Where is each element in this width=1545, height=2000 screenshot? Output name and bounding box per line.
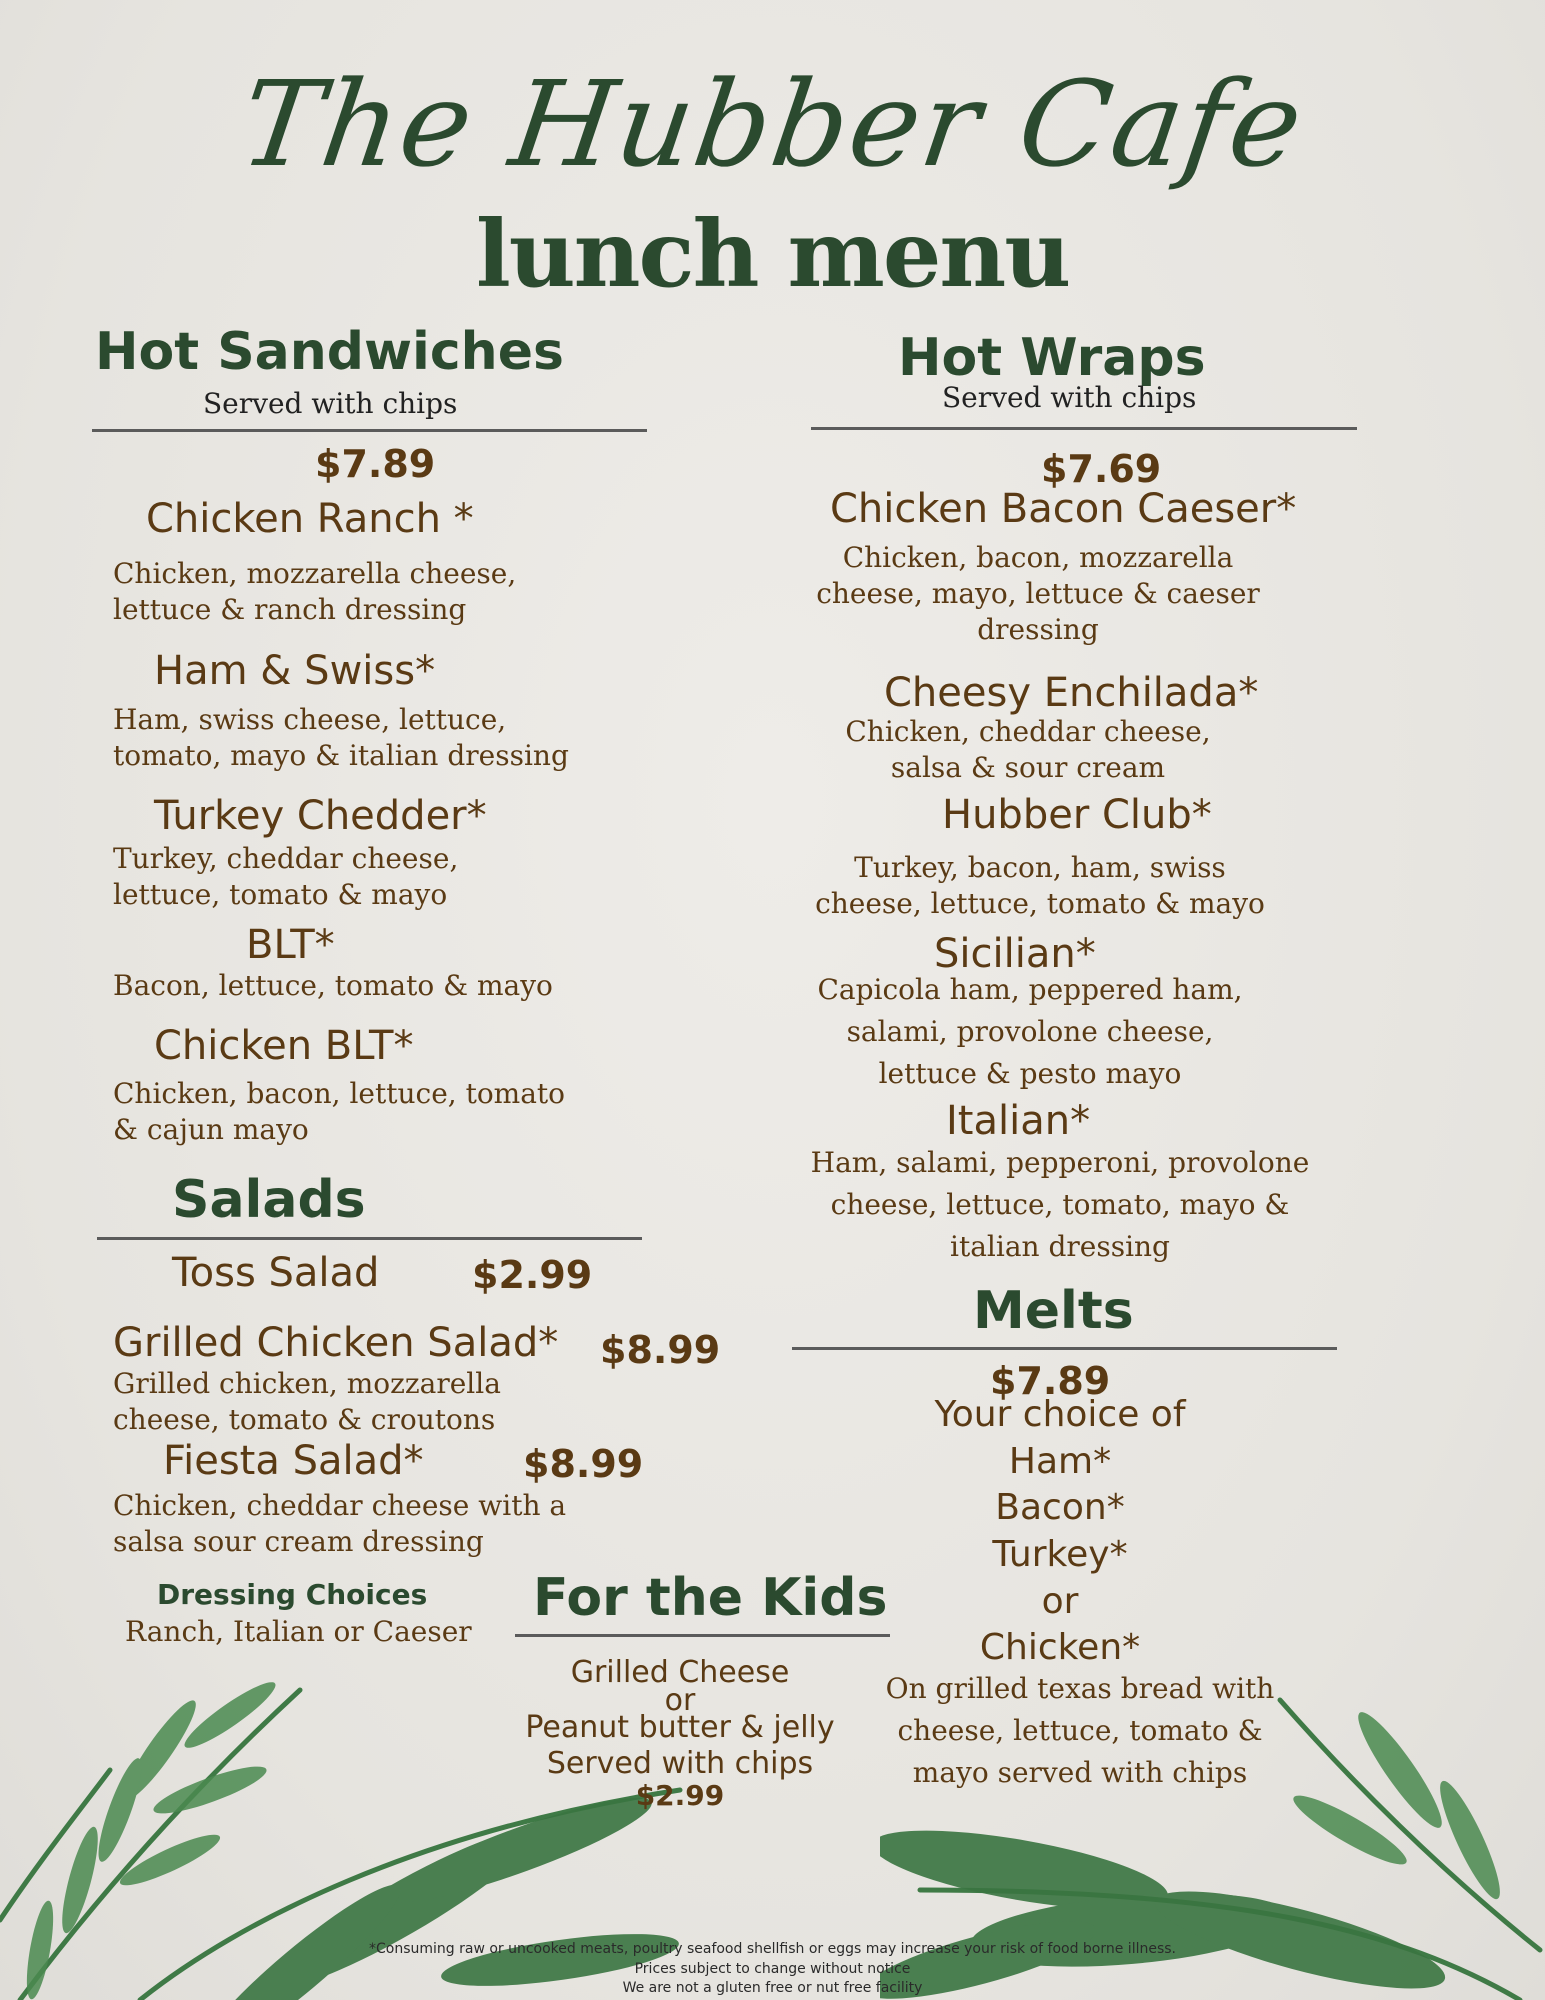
melts-choice: Turkey*	[992, 1534, 1128, 1575]
menu-item-name: Toss Salad	[172, 1250, 380, 1296]
kids-item: Grilled Cheese	[570, 1655, 790, 1690]
footer-allergen-note: We are not a gluten free or nut free facility	[622, 1980, 923, 1996]
melts-choice: Bacon*	[995, 1487, 1125, 1528]
menu-item-name: Italian*	[946, 1098, 1091, 1144]
footer-price-note: Prices subject to change without notice	[634, 1961, 911, 1977]
cafe-name: The Hubber Cafe	[232, 55, 1313, 193]
menu-item-name: Fiesta Salad*	[163, 1438, 424, 1484]
menu-item-name: Grilled Chicken Salad*	[113, 1320, 559, 1366]
menu-item-description: Turkey, bacon, ham, swiss cheese, lettuce, tomato & mayo	[815, 851, 1265, 920]
menu-item-description: Chicken, bacon, lettuce, tomato & cajun mayo	[113, 1077, 566, 1146]
hot-sandwiches-divider	[92, 429, 647, 432]
kids-heading: For the Kids	[533, 1568, 888, 1628]
hot-wraps-price: $7.69	[1041, 447, 1162, 491]
menu-item-description: Turkey, cheddar cheese, lettuce, tomato & mayo	[113, 842, 459, 911]
hot-sandwiches-subtitle: Served with chips	[203, 387, 458, 420]
menu-item-description: Grilled chicken, mozzarella cheese, tomato & croutons	[113, 1367, 501, 1436]
menu-item-name: Chicken Ranch *	[146, 496, 474, 542]
menu-item-name: Ham & Swiss*	[154, 648, 436, 694]
hot-wraps-divider	[811, 427, 1357, 430]
menu-item-name: Chicken BLT*	[154, 1023, 414, 1069]
melts-choice: Ham*	[1008, 1441, 1112, 1482]
hot-wraps-heading: Hot Wraps	[898, 328, 1206, 388]
footer-disclaimer: *Consuming raw or uncooked meats, poultry seafood shellfish or eggs may increase your risk of food borne illness.	[368, 1941, 1177, 1957]
menu-item-name: Turkey Chedder*	[154, 793, 487, 839]
kids-item: Peanut butter & jelly	[525, 1710, 835, 1745]
menu-item-description: Chicken, bacon, mozzarella cheese, mayo, lettuce & caeser dressing	[816, 541, 1260, 646]
hot-wraps-subtitle: Served with chips	[942, 381, 1197, 414]
kids-divider	[515, 1634, 890, 1637]
kids-price: $2.99	[635, 1779, 725, 1812]
menu-title: lunch menu	[475, 200, 1070, 308]
salads-heading: Salads	[172, 1170, 366, 1230]
menu-item-name: Chicken Bacon Caeser*	[830, 486, 1297, 532]
menu-item-name: BLT*	[246, 922, 335, 968]
melts-heading: Melts	[973, 1281, 1134, 1341]
menu-item-price: $2.99	[472, 1253, 593, 1297]
melts-divider	[792, 1347, 1337, 1350]
melts-choice: or	[1041, 1581, 1079, 1622]
salads-divider	[97, 1237, 642, 1240]
melts-description: On grilled texas bread with cheese, lettuce, tomato & mayo served with chips	[885, 1672, 1275, 1789]
kids-or: or	[664, 1683, 696, 1718]
menu-item-name: Cheesy Enchilada*	[884, 670, 1259, 716]
melts-choice: Chicken*	[979, 1627, 1141, 1668]
menu-item-price: $8.99	[523, 1442, 644, 1486]
melts-choice-label: Your choice of	[934, 1394, 1186, 1435]
hot-sandwiches-price: $7.89	[315, 442, 436, 486]
menu-item-name: Sicilian*	[934, 931, 1096, 977]
hot-sandwiches-heading: Hot Sandwiches	[95, 322, 564, 382]
dressing-choices-heading: Dressing Choices	[157, 1578, 428, 1611]
melts-price: $7.89	[990, 1359, 1111, 1403]
menu-item-description: Chicken, mozzarella cheese, lettuce & ranch dressing	[113, 557, 517, 626]
menu-item-description: Ham, salami, pepperoni, provolone cheese, lettuce, tomato, mayo & italian dressing	[810, 1146, 1310, 1263]
menu-item-price: $8.99	[600, 1328, 721, 1372]
menu-item-description: Capicola ham, peppered ham, salami, provolone cheese, lettuce & pesto mayo	[817, 973, 1243, 1090]
menu-item-description: Chicken, cheddar cheese with a salsa sour cream dressing	[113, 1489, 567, 1558]
menu-item-description: Chicken, cheddar cheese, salsa & sour cream	[845, 715, 1211, 784]
dressing-choices-text: Ranch, Italian or Caeser	[125, 1615, 472, 1648]
kids-served-note: Served with chips	[546, 1746, 814, 1781]
menu-item-name: Hubber Club*	[942, 792, 1212, 838]
menu-item-description: Ham, swiss cheese, lettuce, tomato, mayo & italian dressing	[113, 703, 569, 772]
menu-item-description: Bacon, lettuce, tomato & mayo	[113, 969, 553, 1002]
